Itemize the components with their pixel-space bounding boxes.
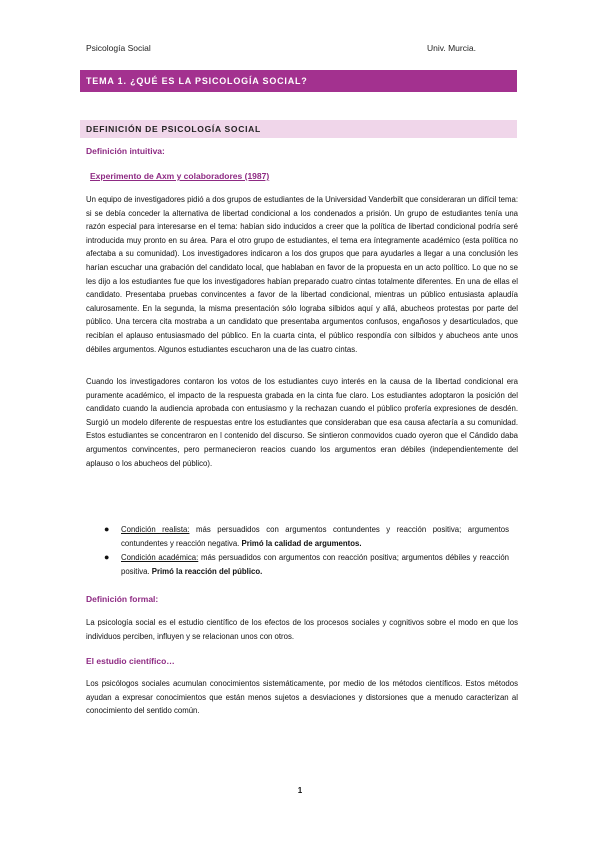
condition-term: Condición académica: (121, 553, 199, 563)
bullet-icon: ● (104, 524, 110, 534)
subheading-intuitive-definition: Definición intuitiva: (86, 146, 165, 156)
subheading-formal-definition: Definición formal: (86, 594, 159, 604)
experiment-title: Experimento de Axm y colaboradores (1987) (90, 171, 270, 181)
condition-term: Condición realista: (121, 525, 190, 534)
subheading-scientific-study: El estudio científico… (86, 656, 175, 666)
condition-conclusion: Primó la calidad de argumentos. (241, 538, 362, 548)
conditions-list (104, 523, 509, 579)
list-item (104, 523, 509, 550)
header-right: Univ. Murcia. (427, 43, 476, 53)
chapter-title: TEMA 1. ¿QUÉ ES LA PSICOLOGÍA SOCIAL? (80, 70, 517, 92)
condition-text: más persuadidos con argumentos con reacción positiva; argumentos débiles y reacción positiva. (121, 553, 509, 576)
section-title: DEFINICIÓN DE PSICOLOGÍA SOCIAL (80, 120, 517, 138)
list-item (104, 551, 509, 578)
bullet-icon: ● (104, 552, 110, 563)
paragraph-formal-definition: La psicología social es el estudio científico de los efectos de los procesos sociales y cognitivos sobre el modo en que los individuos perciben, influyen y se relacionan unos con otros. (86, 618, 518, 641)
paragraph-experiment: Un equipo de investigadores pidió a dos grupos de estudiantes de la Universidad Vanderbilt que consideraran un difícil tema: si se debía conceder la alternativa de libertad condicional a los condenados a prisión. Un grupo de estudiantes tenía una razón especial para interesarse en el tema: habían sido inducidos a creer que la política de libertad condicional podría seré introducida muy pronto en su área. Para el otro grupo de estudiantes, el tema era íntegramente académico (esta política no afectaba a su comunidad). Los investigadores indicaron a los dos grupos que para ayudarles a llegar a una conclusión les harían escuchar una grabación del candidato local, que hablaban en favor de la propuesta en un acto político. Lo que no se les dijo a los estudiantes fue que los investigadores habían preparado cuatro cintas totalmente diferentes. En una de ellas el candidato. Presentaba pruebas convincentes a favor de la libertad condicional, mientras un público entusiasta aplaudía calurosamente. En la segunda, la misma presentación sólo lograba silbidos aquí y allá, abucheos protestas por parte del público. Una tercera cita mostraba a un candidato que presentaba argumentos confusos, engañosos y desarticulados, que recibían el aplauso entusiasmado del público. En la cuarta cinta, el público respondía con silbidos y abucheos ante unos débiles argumentos. Algunos estudiantes escucharon una de las cuatro cintas. (86, 195, 518, 354)
page-number: 1 (297, 786, 303, 795)
condition-conclusion: Primó la reacción del público. (151, 566, 263, 576)
header-left: Psicología Social (86, 43, 151, 53)
paragraph-results: Cuando los investigadores contaron los votos de los estudiantes cuyo interés en la causa de la libertad condicional era puramente académico, el impacto de la respuesta grabada en la cinta fue claro. Los estudiantes adoptaron la posición del candidato cuando la audiencia aprobada con entusiasmo y la rechazan cuando el público profería expresiones de desdén. Surgió un modelo diferente de respuestas entre los estudiantes que consideraban que esa causa afectaría a su comunidad. Estos estudiantes se concentraron en l contenido del discurso. Se sintieron conmovidos cuado oyeron que el Cándido daba argumentos convincentes, pero permanecieron reacios cuando los argumentos eran débiles (independientemente del aplauso o los abucheos del público). (86, 377, 518, 468)
paragraph-scientific-study: Los psicólogos sociales acumulan conocimientos sistemáticamente, por medio de los métodos científicos. Estos métodos ayudan a expresar conocimientos que están menos sujetos a desviaciones y distorsiones que a menudo caracterizan al conocimiento del sentido común. (86, 679, 518, 716)
condition-text: más persuadidos con argumentos contundentes y reacción positiva; argumentos contundentes y reacción negativa. (121, 525, 509, 548)
